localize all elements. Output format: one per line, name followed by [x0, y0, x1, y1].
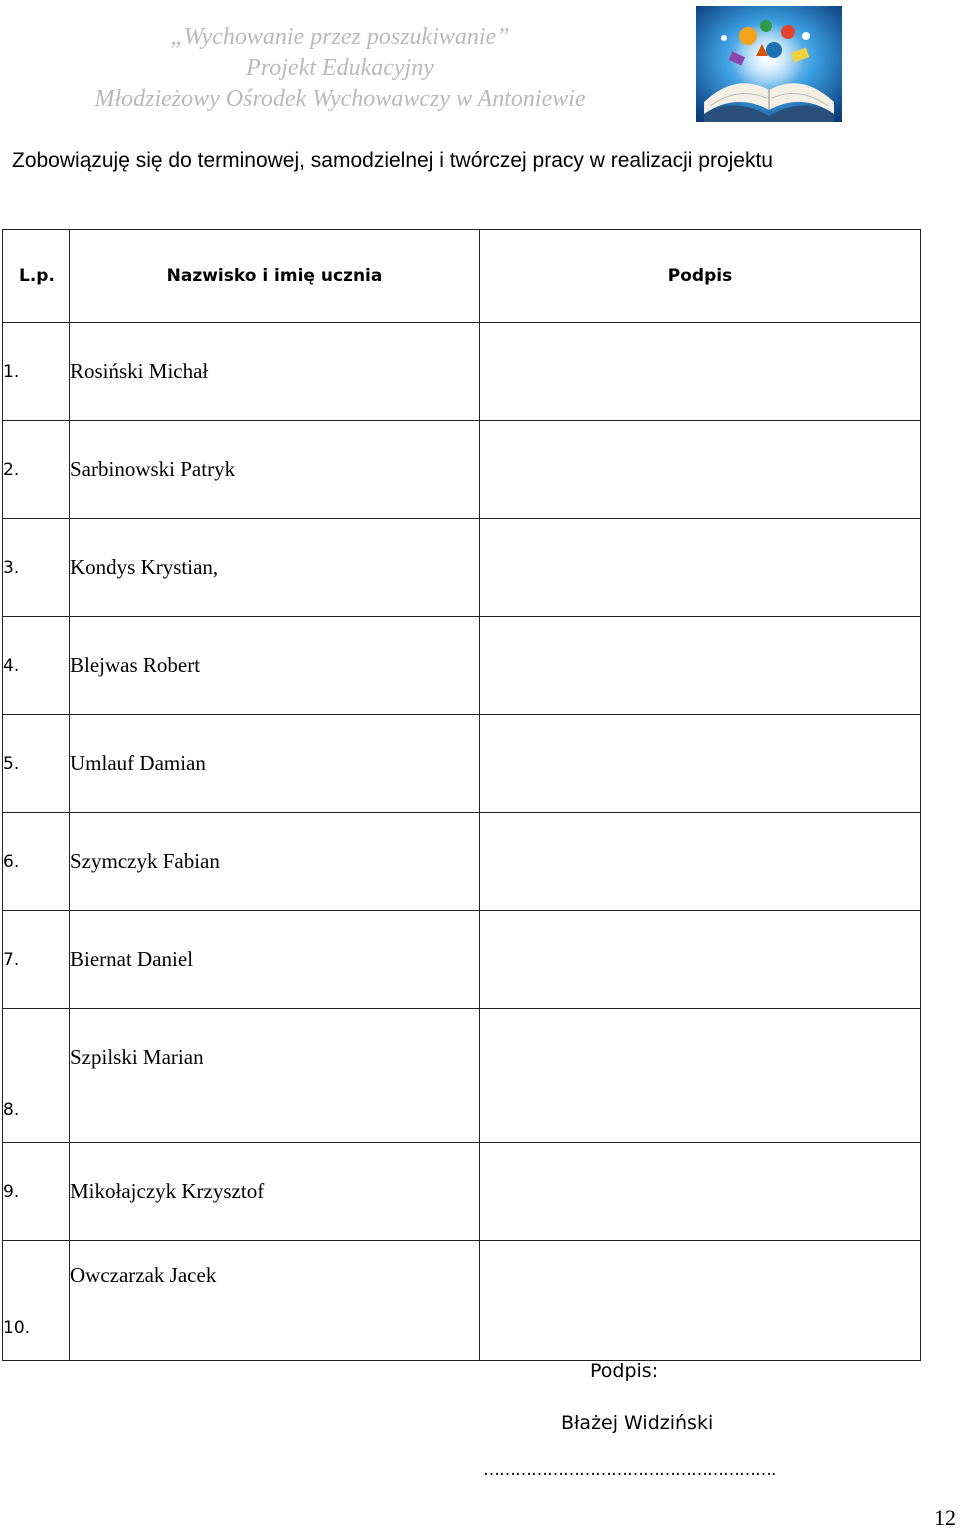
row-number: 4. — [3, 617, 70, 715]
signature-cell[interactable] — [480, 715, 921, 813]
table-row — [3, 1241, 921, 1361]
row-number: 1. — [3, 323, 70, 421]
signature-cell[interactable] — [480, 911, 921, 1009]
table-row — [3, 1009, 921, 1143]
row-number: 6. — [3, 813, 70, 911]
signature-cell[interactable] — [480, 1143, 921, 1241]
student-name: Biernat Daniel — [70, 911, 480, 1009]
student-name: Mikołajczyk Krzysztof — [70, 1143, 480, 1241]
student-name: Rosiński Michał — [70, 323, 480, 421]
institution-name: Młodzieżowy Ośrodek Wychowawczy w Antoniewie — [94, 86, 586, 112]
student-name: Blejwas Robert — [70, 617, 480, 715]
project-motto: „Wychowanie przez poszukiwanie” — [170, 24, 510, 50]
student-name: Szpilski Marian — [70, 1009, 480, 1143]
signature-cell[interactable] — [480, 421, 921, 519]
signature-cell[interactable] — [480, 519, 921, 617]
row-number: 3. — [3, 519, 70, 617]
row-number: 7. — [3, 911, 70, 1009]
students-table — [2, 229, 921, 1361]
column-header-signature: Podpis — [480, 230, 921, 323]
table-row — [3, 1143, 921, 1241]
student-name: Kondys Krystian, — [70, 519, 480, 617]
book-logo-image — [696, 6, 842, 122]
project-type: Projekt Edukacyjny — [246, 55, 434, 81]
student-name: Sarbinowski Patryk — [70, 421, 480, 519]
commitment-statement: Zobowiązuję się do terminowej, samodzielnej i twórczej pracy w realizacji projektu — [12, 149, 773, 172]
student-name: Umlauf Damian — [70, 715, 480, 813]
row-number: 9. — [3, 1143, 70, 1241]
row-number: 5. — [3, 715, 70, 813]
signature-cell[interactable] — [480, 323, 921, 421]
table-row — [3, 617, 921, 715]
student-name: Owczarzak Jacek — [70, 1241, 480, 1361]
project-header — [40, 22, 640, 115]
table-row — [3, 421, 921, 519]
page-number: 12 — [934, 1505, 956, 1530]
row-number: 10. — [3, 1241, 70, 1361]
row-number: 8. — [3, 1009, 70, 1143]
table-row — [3, 813, 921, 911]
row-number: 2. — [3, 421, 70, 519]
table-header-row — [3, 230, 921, 323]
table-row — [3, 519, 921, 617]
signature-cell[interactable] — [480, 1241, 921, 1361]
signature-cell[interactable] — [480, 813, 921, 911]
table-row — [3, 715, 921, 813]
column-header-lp: L.p. — [3, 230, 70, 323]
teacher-name: Błażej Widziński — [561, 1412, 714, 1434]
column-header-name: Nazwisko i imię ucznia — [70, 230, 480, 323]
signature-cell[interactable] — [480, 1009, 921, 1143]
student-name: Szymczyk Fabian — [70, 813, 480, 911]
signature-line: ………………………………………………. — [483, 1460, 776, 1480]
signature-label: Podpis: — [590, 1360, 659, 1382]
table-row — [3, 323, 921, 421]
signature-cell[interactable] — [480, 617, 921, 715]
table-row — [3, 911, 921, 1009]
